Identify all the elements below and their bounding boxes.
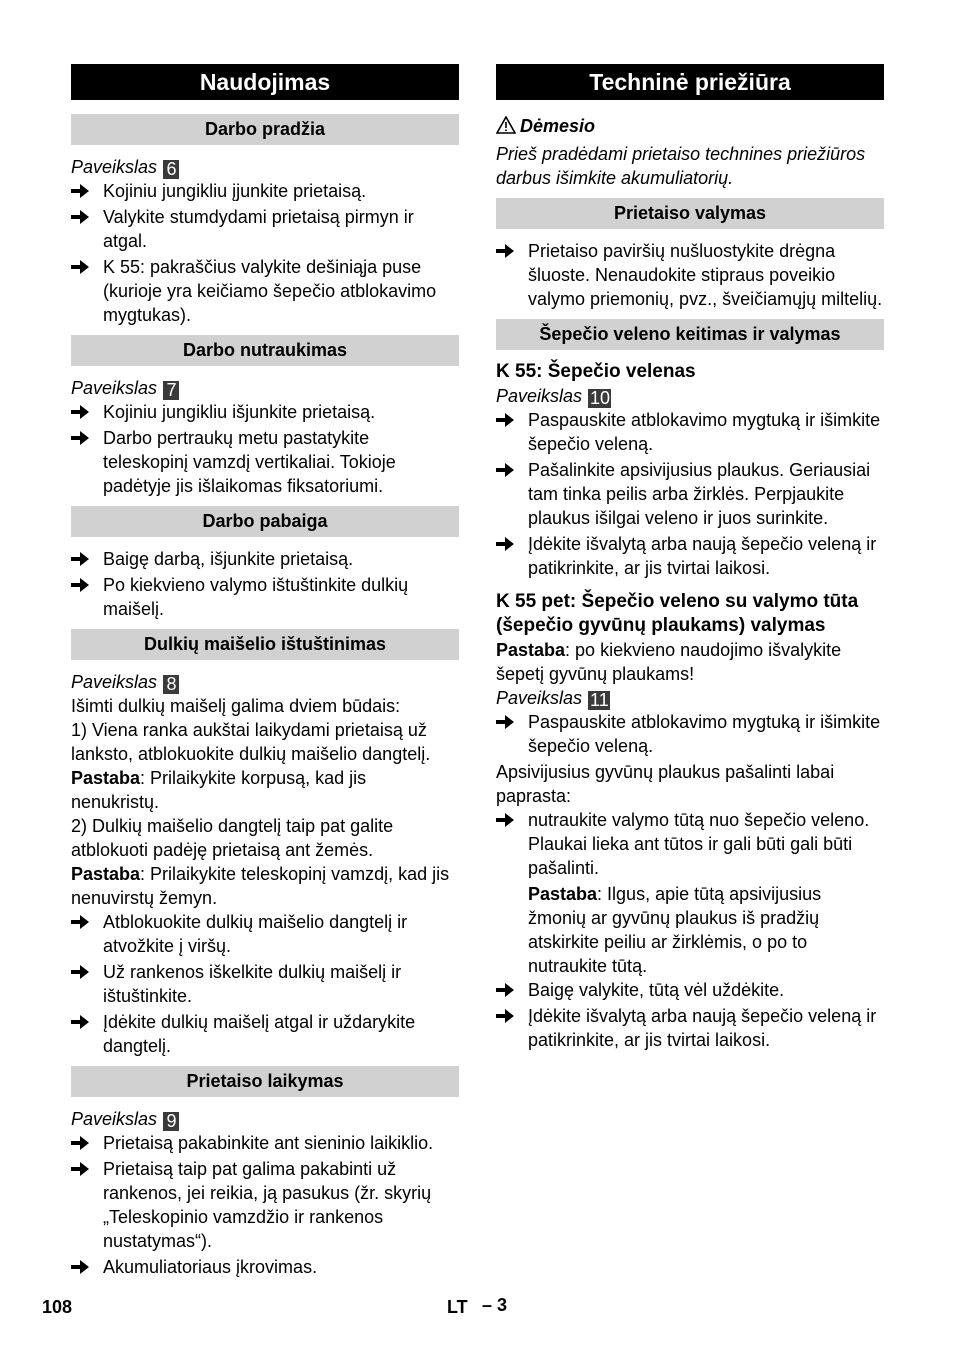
warning-icon (496, 114, 520, 138)
list-item (496, 458, 884, 530)
section-title-usage: Naudojimas (71, 64, 459, 100)
arrow-bullet-icon (71, 910, 91, 929)
list-item-text: Baigę valykite, tūtą vėl uždėkite. (528, 980, 785, 1000)
note-text: : Prilaikykite korpusą, kad jis nenukristų. (71, 768, 367, 812)
arrow-bullet-icon (71, 1010, 91, 1029)
list-item (496, 710, 884, 758)
figure-label: Paveikslas (71, 157, 158, 177)
arrow-bullet-icon (496, 408, 516, 427)
right-column (496, 64, 884, 1054)
warning-heading (496, 114, 884, 138)
figure-number-badge: 10 (590, 388, 611, 408)
list-item-text: Paspauskite atblokavimo mygtuką ir išimkite šepečio veleną. (528, 712, 881, 756)
figure-label: Paveikslas (71, 672, 158, 692)
figure-reference (496, 384, 884, 408)
list-item (71, 255, 459, 327)
note (71, 862, 459, 910)
note-text: : po kiekvieno naudojimo išvalykite šepetį gyvūnų plaukams! (496, 640, 842, 684)
note-label: Pastaba (528, 884, 598, 904)
list-item-text: nutraukite valymo tūtą nuo šepečio veleno. Plaukai lieka ant tūtos ir gali būti gali būti pašalinti. (528, 810, 870, 878)
warning-text: Prieš pradėdami prietaiso technines priežiūros darbus išimkite akumuliatorių. (496, 144, 866, 188)
list-item (71, 1157, 459, 1253)
list-item-text: Darbo pertraukų metu pastatykite teleskopinį vamzdį vertikaliai. Tokioje padėtyje jis išlaikomas fiksatoriumi. (103, 428, 396, 496)
list-item-text: Įdėkite išvalytą arba naują šepečio veleną ir patikrinkite, ar jis tvirtai laikosi. (528, 534, 877, 578)
paragraph: 1) Viena ranka aukštai laikydami prietaisą už lanksto, atblokuokite dulkių maišelio dangtelį. (71, 720, 431, 764)
arrow-bullet-icon (496, 239, 516, 258)
list-item-text: Pašalinkite apsivijusius plaukus. Geriausiai tam tinka peilis arba žirklės. Perpjaukite plaukus išilgai veleno ir juos surinkite. (528, 460, 871, 528)
list-item-text: Po kiekvieno valymo ištuštinkite dulkių maišelį. (103, 575, 409, 619)
figure-label: Paveikslas (496, 386, 583, 406)
list-item-text: K 55: pakraščius valykite dešiniąja puse (kurioje yra keičiamo šepečio atblokavimo mygtukas). (103, 257, 437, 325)
list-item-text: Prietaisą taip pat galima pakabinti už rankenos, jei reikia, ją pasukus (žr. skyrių „Teleskopinio vamzdžio ir rankenos nustatymas“). (103, 1159, 432, 1251)
subsection-title-storage: Prietaiso laikymas (71, 1066, 459, 1097)
arrow-bullet-icon (71, 1255, 91, 1274)
list-item-text: Už rankenos iškelkite dulkių maišelį ir ištuštinkite. (103, 962, 402, 1006)
list-item-text: Prietaiso paviršių nušluostykite drėgna šluoste. Nenaudokite stipraus poveikio valymo priemonių, pvz., šveičiamųjų miltelių. (528, 241, 883, 309)
list-item-text: Paspauskite atblokavimo mygtuką ir išimkite šepečio veleną. (528, 410, 881, 454)
figure-number-badge: 8 (163, 675, 179, 694)
figure-reference (71, 155, 459, 179)
list-item (71, 573, 459, 621)
subsection-title-dust-bag: Dulkių maišelio ištuštinimas (71, 629, 459, 660)
subsection-title-cleaning: Prietaiso valymas (496, 198, 884, 229)
heading-brush-roller: K 55: Šepečio velenas (496, 361, 696, 382)
list-item (496, 532, 884, 580)
note (496, 638, 884, 686)
arrow-bullet-icon (71, 205, 91, 224)
list-item (71, 1255, 459, 1279)
paragraph: Išimti dulkių maišelį galima dviem būdais: (71, 696, 401, 716)
subsection-title-brush: Šepečio veleno keitimas ir valymas (496, 319, 884, 350)
list-item (71, 547, 459, 571)
paragraph: Apsivijusius gyvūnų plaukus pašalinti labai paprasta: (496, 762, 835, 806)
figure-reference (71, 670, 459, 694)
arrow-bullet-icon (71, 547, 91, 566)
arrow-bullet-icon (496, 1004, 516, 1023)
arrow-bullet-icon (71, 1131, 91, 1150)
note-label: Pastaba (71, 864, 141, 884)
figure-number-badge: 9 (163, 1112, 179, 1131)
heading-pet-brush: K 55 pet: Šepečio veleno su valymo tūta (šepečio gyvūnų plaukams) valymas (496, 591, 859, 636)
list-item (71, 205, 459, 253)
list-item (71, 1010, 459, 1058)
paragraph: 2) Dulkių maišelio dangtelį taip pat galite atblokuoti padėję prietaisą ant žemės. (71, 816, 394, 860)
list-item (71, 960, 459, 1008)
figure-label: Paveikslas (71, 1109, 158, 1129)
arrow-bullet-icon (71, 400, 91, 419)
page-number: 108 (42, 1297, 73, 1317)
list-item (71, 400, 459, 424)
figure-label: Paveikslas (71, 378, 158, 398)
figure-reference (496, 686, 884, 710)
note (71, 766, 459, 814)
arrow-bullet-icon (71, 960, 91, 979)
figure-reference (71, 376, 459, 400)
note-text: : Ilgus, apie tūtą apsivijusius žmonių ar gyvūnų plaukus iš pradžių atskirkite peiliu ar žirklėmis, o po to nutraukite tūtą. (528, 884, 822, 976)
note-label: Pastaba (71, 768, 141, 788)
list-item (496, 978, 884, 1002)
list-item (71, 179, 459, 203)
arrow-bullet-icon (71, 1157, 91, 1176)
list-item-text: Įdėkite išvalytą arba naują šepečio veleną ir patikrinkite, ar jis tvirtai laikosi. (528, 1006, 877, 1050)
list-item (496, 239, 884, 311)
list-item (496, 1004, 884, 1052)
list-item (71, 1131, 459, 1155)
list-item (496, 408, 884, 456)
list-item-text: Kojiniu jungikliu įjunkite prietaisą. (103, 181, 367, 201)
subsection-title-interrupt: Darbo nutraukimas (71, 335, 459, 366)
list-item-text: Kojiniu jungikliu išjunkite prietaisą. (103, 402, 376, 422)
list-item-text: Valykite stumdydami prietaisą pirmyn ir atgal. (103, 207, 414, 251)
list-item (71, 426, 459, 498)
list-item-text: Akumuliatoriaus įkrovimas. (103, 1257, 318, 1277)
section-title-maintenance: Techninė priežiūra (496, 64, 884, 100)
subsection-title-start: Darbo pradžia (71, 114, 459, 145)
list-item (496, 808, 884, 880)
subsection-title-end: Darbo pabaiga (71, 506, 459, 537)
note-label: Pastaba (496, 640, 566, 660)
language-code: LT (447, 1297, 468, 1317)
list-item-text: Baigę darbą, išjunkite prietaisą. (103, 549, 354, 569)
list-item-text: Įdėkite dulkių maišelį atgal ir uždarykite dangtelį. (103, 1012, 416, 1056)
figure-reference (71, 1107, 459, 1131)
note-text: : Prilaikykite teleskopinį vamzdį, kad jis nenuvirstų žemyn. (71, 864, 450, 908)
warning-label: Dėmesio (520, 116, 596, 136)
section-number: – 3 (482, 1295, 508, 1315)
figure-label: Paveikslas (496, 688, 583, 708)
arrow-bullet-icon (71, 179, 91, 198)
list-item-text: Prietaisą pakabinkite ant sieninio laikiklio. (103, 1133, 434, 1153)
note (496, 882, 884, 978)
arrow-bullet-icon (496, 532, 516, 551)
left-column (71, 64, 459, 1281)
arrow-bullet-icon (496, 458, 516, 477)
arrow-bullet-icon (71, 573, 91, 592)
list-item (71, 910, 459, 958)
arrow-bullet-icon (496, 978, 516, 997)
arrow-bullet-icon (496, 710, 516, 729)
arrow-bullet-icon (71, 255, 91, 274)
list-item-text: Atblokuokite dulkių maišelio dangtelį ir atvožkite į viršų. (103, 912, 408, 956)
arrow-bullet-icon (496, 808, 516, 827)
figure-number-badge: 11 (590, 690, 609, 710)
figure-number-badge: 7 (163, 381, 179, 400)
figure-number-badge: 6 (163, 160, 179, 179)
arrow-bullet-icon (71, 426, 91, 445)
